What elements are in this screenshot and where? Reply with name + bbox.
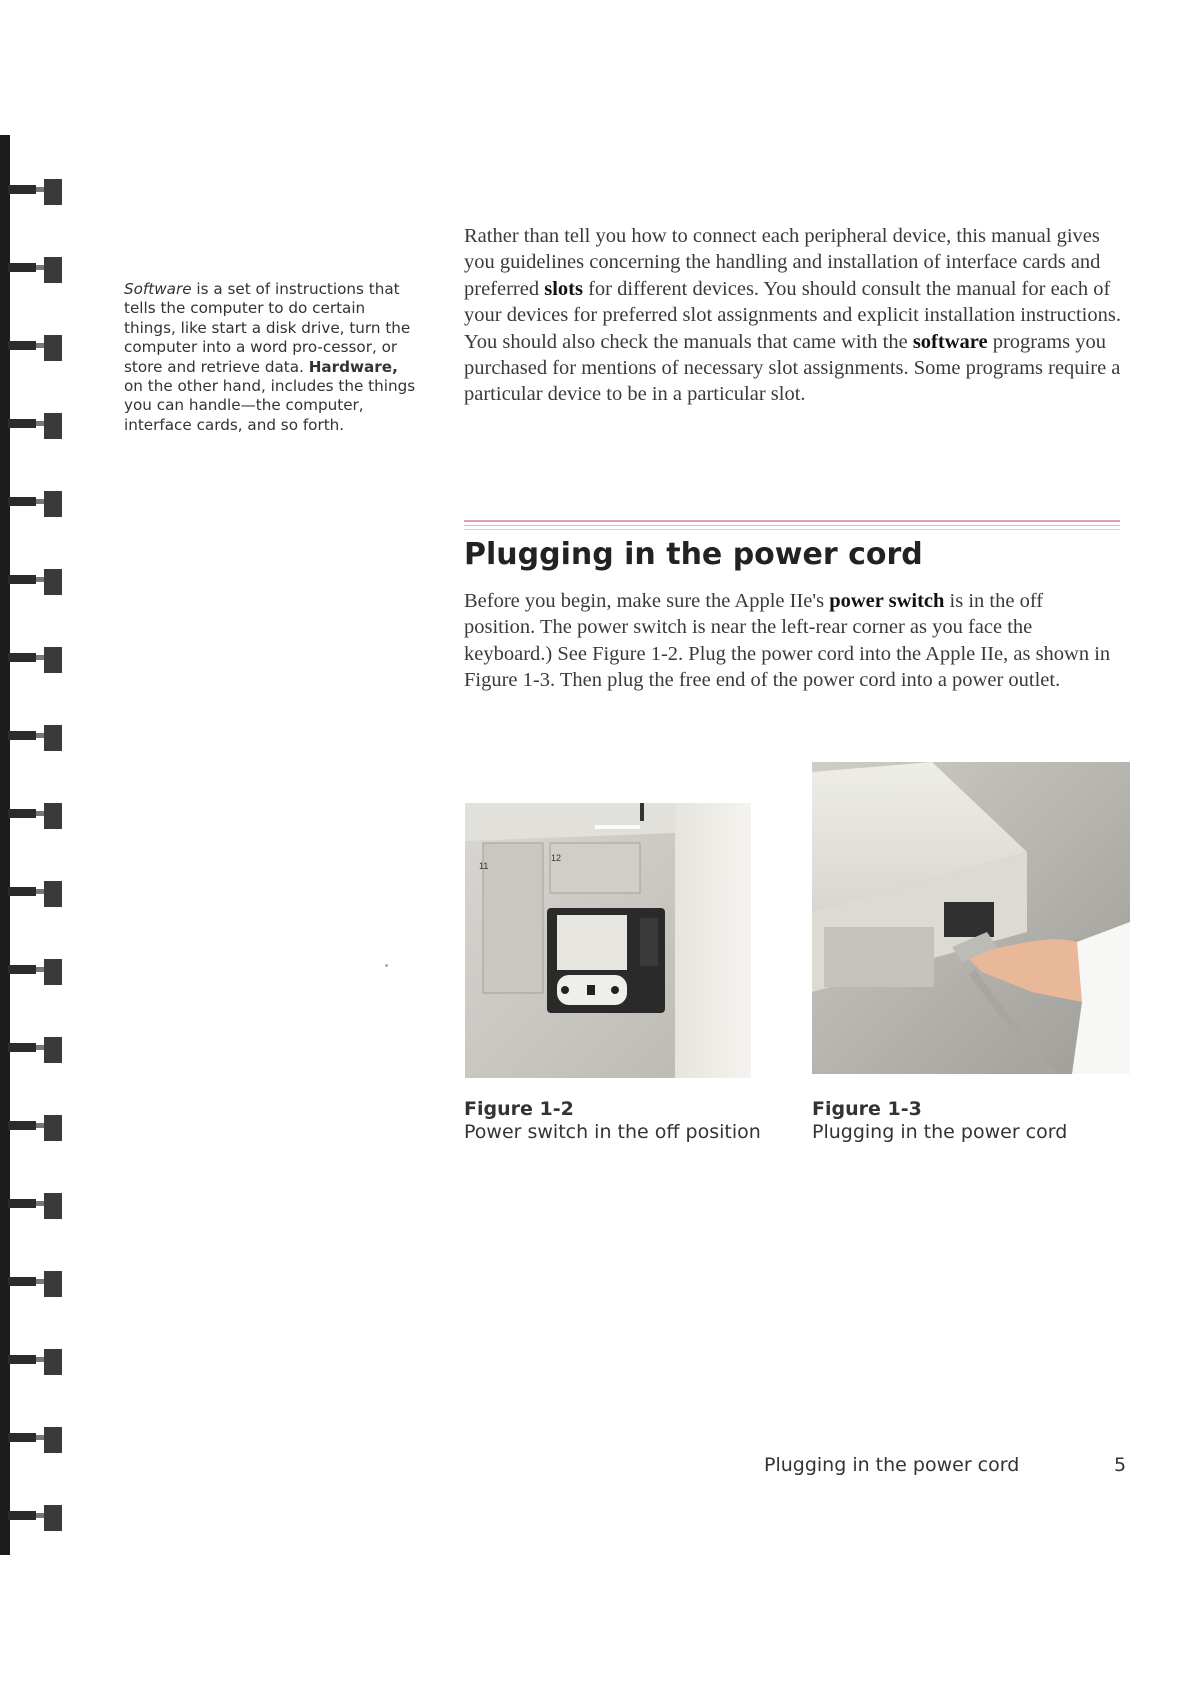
spiral-coil bbox=[36, 1123, 44, 1128]
spiral-coil bbox=[8, 419, 36, 428]
spiral-coil bbox=[44, 335, 62, 361]
spiral-coil bbox=[44, 881, 62, 907]
spiral-coil bbox=[36, 1201, 44, 1206]
spiral-coil bbox=[36, 733, 44, 738]
spiral-coil bbox=[36, 655, 44, 660]
spiral-coil bbox=[36, 187, 44, 192]
section-rule bbox=[464, 520, 1120, 532]
spiral-coil bbox=[44, 1115, 62, 1141]
spiral-coil bbox=[8, 887, 36, 896]
power-text-1: Before you begin, make sure the Apple IIe's bbox=[464, 590, 830, 612]
spiral-coil bbox=[36, 1435, 44, 1440]
spiral-coil bbox=[8, 809, 36, 818]
spiral-coil bbox=[36, 1045, 44, 1050]
spiral-coil bbox=[44, 569, 62, 595]
spiral-coil bbox=[36, 1513, 44, 1518]
spiral-coil bbox=[8, 575, 36, 584]
spiral-coil bbox=[8, 1355, 36, 1364]
figure-1-3-caption bbox=[812, 1098, 1067, 1144]
spiral-coil bbox=[36, 421, 44, 426]
spiral-coil bbox=[44, 491, 62, 517]
spiral-coil bbox=[36, 343, 44, 348]
spiral-coil bbox=[36, 889, 44, 894]
spiral-coil bbox=[8, 1433, 36, 1442]
power-cord-paragraph bbox=[464, 588, 1114, 694]
spiral-coil bbox=[8, 1511, 36, 1520]
figure-1-3-text: Plugging in the power cord bbox=[812, 1121, 1068, 1143]
term-software-body: software bbox=[912, 330, 988, 353]
term-power-switch: power switch bbox=[829, 590, 945, 612]
spiral-coil bbox=[44, 1349, 62, 1375]
spiral-coil bbox=[36, 967, 44, 972]
term-hardware: Hardware, bbox=[308, 357, 398, 376]
spiral-coil bbox=[8, 1121, 36, 1130]
term-software: Software bbox=[124, 280, 192, 298]
spiral-coil bbox=[44, 1037, 62, 1063]
figure-1-2-photo bbox=[465, 803, 751, 1078]
spiral-coil bbox=[36, 1279, 44, 1284]
spiral-coil bbox=[8, 185, 36, 194]
spiral-coil bbox=[8, 341, 36, 350]
figure-1-2-caption bbox=[464, 1098, 761, 1144]
slot-label-11: 11 bbox=[479, 861, 489, 871]
power-text-2: is in the off position. The power switch is near the left-rear corner as you face the keyboard.) See Figure 1-2. Plug the power cord into the Apple IIe, as shown in Figure 1-3. Then plug the free end of the power cord into a power outlet. bbox=[464, 590, 1111, 692]
spiral-coil bbox=[44, 413, 62, 439]
spiral-coil bbox=[8, 1199, 36, 1208]
spiral-coil bbox=[8, 731, 36, 740]
stray-mark bbox=[385, 964, 388, 967]
spiral-coil bbox=[44, 1193, 62, 1219]
spiral-coil bbox=[8, 1277, 36, 1286]
slot-label-12: 12 bbox=[551, 853, 562, 863]
figure-1-3-label: Figure 1-3 bbox=[812, 1098, 922, 1120]
spiral-coil bbox=[36, 265, 44, 270]
intro-text-1: Rather than tell you how to connect each peripheral device, this manual gives you guidelines concerning the handling and installation of interface cards and preferred bbox=[464, 225, 1101, 300]
intro-text-2: for different devices. You should consult the manual for each of your devices for preferred slot assignments and explicit installation instructions. You should also check the manuals that came with the bbox=[464, 277, 1121, 353]
figure-1-3-photo bbox=[812, 762, 1130, 1074]
spiral-coil bbox=[44, 647, 62, 673]
spiral-coil bbox=[36, 577, 44, 582]
spiral-coil bbox=[44, 179, 62, 205]
spiral-coil bbox=[44, 959, 62, 985]
spiral-coil bbox=[44, 1505, 62, 1531]
spiral-coil bbox=[44, 803, 62, 829]
spiral-coil bbox=[44, 725, 62, 751]
spiral-coil bbox=[36, 499, 44, 504]
software-definition: is a set of instructions that tells the computer to do certain things, like start a disk drive, turn the computer into a word pro-cessor, or store and retrieve data. bbox=[124, 280, 411, 376]
spiral-coil bbox=[8, 263, 36, 272]
term-slots: slots bbox=[544, 277, 583, 300]
spiral-coil bbox=[36, 811, 44, 816]
spiral-coil bbox=[8, 497, 36, 506]
figure-1-2-label: Figure 1-2 bbox=[464, 1098, 574, 1120]
spiral-coil bbox=[8, 965, 36, 974]
spiral-coil bbox=[44, 257, 62, 283]
spiral-coil bbox=[36, 1357, 44, 1362]
spiral-coil bbox=[44, 1271, 62, 1297]
figure-1-2-text: Power switch in the off position bbox=[464, 1121, 761, 1143]
running-footer-title: Plugging in the power cord bbox=[764, 1454, 1020, 1476]
intro-paragraph bbox=[464, 223, 1124, 408]
spiral-binding bbox=[0, 135, 70, 1555]
spiral-coil bbox=[8, 653, 36, 662]
intro-text-3: programs you purchased for mentions of necessary slot assignments. Some programs require a particular device to be in a particular slot. bbox=[464, 330, 1121, 406]
page-number: 5 bbox=[1114, 1454, 1127, 1476]
margin-note bbox=[124, 280, 419, 435]
hardware-definition: on the other hand, includes the things you can handle—the computer, interface cards, and so forth. bbox=[124, 377, 416, 434]
spiral-coil bbox=[44, 1427, 62, 1453]
spiral-coil bbox=[8, 1043, 36, 1052]
section-heading: Plugging in the power cord bbox=[464, 537, 923, 572]
